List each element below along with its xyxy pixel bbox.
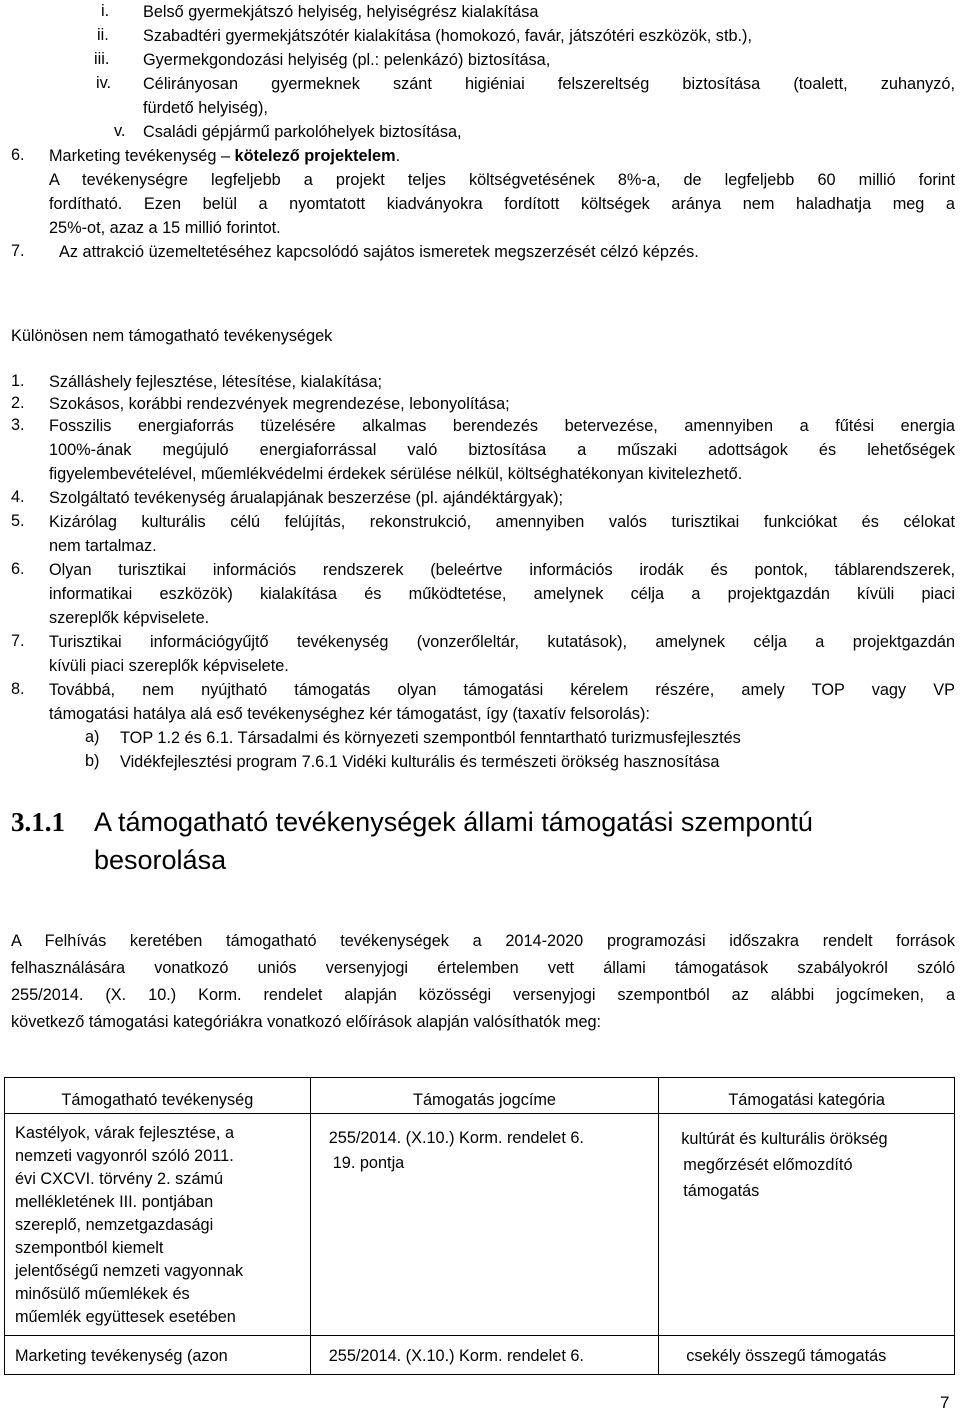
table-header-cell: Támogatás jogcíme <box>310 1078 659 1114</box>
item-6-detail-line: fordítható. Ezen belül a nyomtatott kiadványokra fordított költségek aránya nem haladhatja meg a <box>49 195 955 213</box>
table-row <box>5 1336 955 1375</box>
sub-item-letter: b) <box>85 752 100 770</box>
list-item-text: figyelembevételével, műemlékvédelmi érdekek sérülése nélkül, költséghatékonyan kivitelezhető. <box>49 465 743 483</box>
table-header-row <box>5 1078 955 1114</box>
list-number: 7. <box>11 632 25 650</box>
list-item-text: Belső gyermekjátszó helyiség, helyiségrész kialakítása <box>143 3 539 21</box>
list-number: 8. <box>11 680 25 698</box>
sub-item-text: Vidékfejlesztési program 7.6.1 Vidéki kulturális és természeti örökség hasznosítása <box>120 753 720 771</box>
list-item-text: támogatási hatálya alá eső tevékenységhez kér támogatást, így (taxatív felsorolás): <box>49 705 650 723</box>
list-item-text: Szabadtéri gyermekjátszótér kialakítása (homokozó, favár, játszótéri eszközök, stb.), <box>143 27 752 45</box>
list-item-text: Szálláshely fejlesztése, létesítése, kialakítása; <box>49 373 383 391</box>
list-item-text: Kizárólag kulturális célú felújítás, rekonstrukció, amennyiben valós turisztikai funkciókat és célokat <box>49 513 955 531</box>
list-item-text: szereplők képviselete. <box>49 609 210 627</box>
list-item-text: Fosszilis energiaforrás tüzelésére alkalmas berendezés betervezése, amennyiben a fűtési energia <box>49 417 955 435</box>
item-6-title: Marketing tevékenység – kötelező projektelem. <box>49 147 401 165</box>
item-number: 6. <box>11 146 25 164</box>
table-cell-legal-basis: 255/2014. (X.10.) Korm. rendelet 6. <box>310 1336 659 1375</box>
list-item-text: kívüli piaci szereplők képviselete. <box>49 657 289 675</box>
list-item-text: Olyan turisztikai információs rendszerek (beleértve információs irodák és pontok, táblarendszerek, <box>49 561 955 579</box>
heading-number: 3.1.1 <box>11 807 65 837</box>
table-cell-legal-basis: 255/2014. (X.10.) Korm. rendelet 6. 19. pontja <box>310 1114 659 1336</box>
list-number: 4. <box>11 488 25 506</box>
list-item-text: nem tartalmaz. <box>49 537 157 555</box>
table-header-cell: Támogatási kategória <box>659 1078 955 1114</box>
list-item-text: 100%-ának megújuló energiaforrással való biztosítása a műszaki adottságok és lehetőségek <box>49 441 955 459</box>
list-number: 3. <box>11 416 25 434</box>
paragraph-line: 255/2014. (X. 10.) Korm. rendelet alapján közösségi versenyjogi szempontból az alábbi jogcímeken, a <box>11 986 955 1004</box>
list-number: v. <box>114 122 126 140</box>
list-item-text: Családi gépjármű parkolóhelyek biztosítása, <box>143 123 462 141</box>
list-item-text: Célirányosan gyermeknek szánt higiéniai felszereltség biztosítása (toalett, zuhanyzó, <box>143 75 955 93</box>
list-number: i. <box>101 2 110 20</box>
list-number: iii. <box>94 50 110 68</box>
item-7-text: Az attrakció üzemeltetéséhez kapcsolódó sajátos ismeretek megszerzését célzó képzés. <box>59 243 699 261</box>
list-item-text: informatikai eszközök) kialakítása és működtetése, amelynek célja a projektgazdán kívüli piaci <box>49 585 955 603</box>
paragraph-line: felhasználására vonatkozó uniós versenyjogi értelemben vett állami támogatások szabályokról szóló <box>11 959 955 977</box>
list-number: 1. <box>11 372 25 390</box>
page-number: 7 <box>940 1393 950 1412</box>
list-item-text: Szolgáltató tevékenység árualapjának beszerzése (pl. ajándéktárgyak); <box>49 489 564 507</box>
list-item-text-continuation: fürdető helyiség), <box>143 99 268 117</box>
heading-line: A támogatható tevékenységek állami támogatási szempontú <box>94 807 813 837</box>
list-item-text: Gyermekgondozási helyiség (pl.: pelenkázó) biztosítása, <box>143 51 551 69</box>
list-number: ii. <box>97 26 109 44</box>
sub-item-text: TOP 1.2 és 6.1. Társadalmi és környezeti szempontból fenntartható turizmusfejlesztés <box>120 729 741 747</box>
heading-line: besorolása <box>94 845 227 875</box>
list-number: 6. <box>11 560 25 578</box>
list-number: iv. <box>96 74 112 92</box>
list-number: 5. <box>11 512 25 530</box>
table-cell-activity: Marketing tevékenység (azon <box>5 1336 311 1375</box>
support-category-table <box>4 1077 955 1375</box>
list-number: 2. <box>11 394 25 412</box>
mandatory-label: kötelező projektelem <box>234 147 396 165</box>
item-6-detail-line: A tevékenységre legfeljebb a projekt teljes költségvetésének 8%-a, de legfeljebb 60 millió forint <box>49 171 955 189</box>
table-header-cell: Támogatható tevékenység <box>5 1078 311 1114</box>
table-row <box>5 1114 955 1336</box>
paragraph-line: következő támogatási kategóriákra vonatkozó előírások alapján valósíthatók meg: <box>11 1013 602 1031</box>
paragraph-line: A Felhívás keretében támogatható tevékenységek a 2014-2020 programozási időszakra rendelt források <box>11 932 955 950</box>
item-6-detail-line: 25%-ot, azaz a 15 millió forintot. <box>49 219 281 237</box>
table-cell-category: csekély összegű támogatás <box>659 1336 955 1375</box>
section-title: Különösen nem támogatható tevékenységek <box>11 327 333 345</box>
item-number: 7. <box>11 242 25 260</box>
list-item-text: Továbbá, nem nyújtható támogatás olyan támogatási kérelem részére, amely TOP vagy VP <box>49 681 955 699</box>
list-item-text: Szokásos, korábbi rendezvények megrendezése, lebonyolítása; <box>49 395 510 413</box>
table-cell-activity: Kastélyok, várak fejlesztése, a nemzeti vagyonról szóló 2011. évi CXCVI. törvény 2. számú mellékletének III. pontjában szereplő, nemzetgazdasági szempontból kiemelt jelentőségű nemzeti vagyonnak minősülő műemlékek és műemlék együttesek esetében <box>5 1114 311 1336</box>
table-cell-category: kultúrát és kulturális örökség megőrzését előmozdító támogatás <box>659 1114 955 1336</box>
list-item-text: Turisztikai információgyűjtő tevékenység (vonzerőleltár, kutatások), amelynek célja a projektgazdán <box>49 633 955 651</box>
sub-item-letter: a) <box>85 728 100 746</box>
